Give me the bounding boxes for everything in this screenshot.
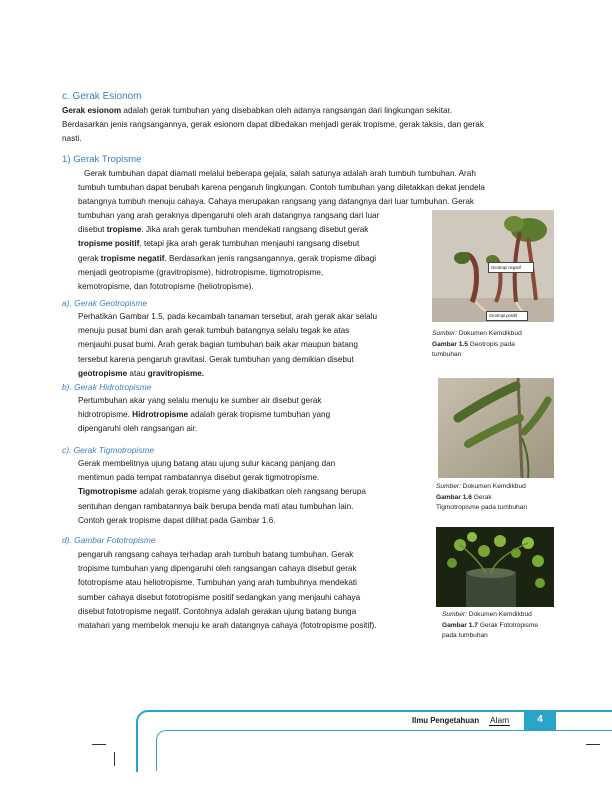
figure-fototropism-caption: Sumber: Dokumen Kemdikbud Gambar 1.7 Gerak Fototropisme pada tumbuhan	[442, 611, 539, 640]
figure-geotropism-photo	[432, 210, 554, 322]
tropisme-paragraph-top: Gerak tumbuhan dapat diamati melalui beberapa gejala, salah satunya adalah arah tumbuh tumbuhan. Arah tumbuh tumbuhan dapat berubah karena pengaruh lingkungan. Contoh tumbuhan yang diletakkan dekat jendela batangnya tumbuh menuju cahaya. Cahaya merupakan rangsang yang datangnya dari luar tumbuhan. Gerak	[78, 169, 485, 207]
fototropisme-paragraph: pengaruh rangsang cahaya terhadap arah tumbuh batang tumbuhan. Gerak tropisme tumbuhan yang dipengaruhi oleh rangsangan cahaya disebut gerak fototropisme atau heliotropisme. Tumbuhan yang arah tumbuhnya mendekati sumber cahaya disebut fototropisme positif sedangkan yang menjauhi cahaya disebut fototropisme negatif. Contohnya adalah gerakan ujung batang bunga matahari yang membelok menuju ke arah datangnya cahaya (fototropisme positif).	[78, 550, 377, 631]
hidrotropisme-paragraph: Pertumbuhan akar yang selalu menuju ke sumber air disebut gerak hidrotropisme. Hidrotropisme adalah gerak tropisme tumbuhan yang dipengaruhi oleh rangsangan air.	[78, 396, 331, 434]
figure-fototropism-photo	[436, 527, 554, 607]
crop-mark-left	[92, 744, 106, 745]
term-gerak-esionom: Gerak esionom	[62, 106, 122, 115]
footer-book-title: Ilmu Pengetahuan	[412, 716, 480, 725]
geotropisme-paragraph: Perhatikan Gambar 1.5, pada kecambah tanaman tersebut, arah gerak akar selalu menuju pusat bumi dan arah gerak tumbuh batangnya selalu tegak ke atas menjauhi pusat bumi. Arah gerak bagian tumbuhan baik akar maupun batang tersebut karena pengaruh gravitasi. Gerak tumbuhan yang demikian disebut geotropisme atau gravitropisme.	[78, 312, 378, 378]
label-box-positif: Geotropi positif	[486, 311, 528, 321]
figure-geotropism-caption: Sumber: Dokumen Kemdikbud Gambar 1.5 Geotropis pada tumbuhan	[432, 330, 522, 359]
tropisme-paragraph-side: tumbuhan yang arah geraknya dipengaruhi oleh arah datangnya rangsang dari luar disebut tropisme. Jika arah gerak tumbuhan mendekati rangsang disebut gerak tropisme positif, tetapi jika arah gerak tumbuhan menjauhi rangsang disebut gerak tropisme negatif. Berdasarkan jenis rangsangannya, gerak tropisme dibagi menjadi geotropisme (gravitropisme), hidrotropisme, tigmotropisme, kemotropisme, dan fototropisme (heliotropisme).	[78, 211, 380, 292]
footer-frame-inner	[156, 730, 612, 771]
intro-paragraph: Gerak esionom adalah gerak tumbuhan yang disebabkan oleh adanya rangsangan dari lingkungan sekitar. Berdasarkan jenis rangsangannya, gerak esionom dapat dibedakan menjadi gerak tropisme, gerak taksis, dan gerak nasti.	[62, 106, 484, 144]
page-number-badge: 4	[524, 710, 556, 730]
hidrotropisme-heading: b). Gerak Hidrotropisme	[62, 382, 152, 392]
crop-mark-left-vertical	[114, 752, 115, 766]
label-box-negatif: Geotropi negatif	[488, 262, 534, 273]
geotropisme-heading: a). Gerak Geotropisme	[62, 298, 148, 308]
tigmotropisme-paragraph: Gerak membelitnya ujung batang atau ujung sulur kacang panjang dan mentimun pada tempat rambatannya disebut gerak tigmotropisme. Tigmotropisme adalah gerak tropisme yang diakibatkan oleh rangsang berupa sentuhan dengan rambatannya baik berupa benda mati atau tumbuhan lain. Contoh gerak tropisme dapat dilihat pada Gambar 1.6.	[78, 459, 366, 525]
vine-illustration	[438, 378, 554, 478]
section-heading: c. Gerak Esionom	[62, 91, 142, 102]
fototropisme-heading: d). Gambar Fototropisme	[62, 535, 156, 545]
figure-tigmotropism-caption: Sumber: Dokumen Kemdikbud Gambar 1.6 Gerak Tigmotropisme pada tumbuhan	[436, 483, 528, 512]
footer-book-title-2: Alam	[490, 715, 510, 725]
crop-mark-right	[586, 744, 600, 745]
figure-tigmotropism-photo	[438, 378, 554, 478]
potted-plant-illustration	[436, 527, 554, 607]
tigmotropisme-heading: c). Gerak Tigmotropisme	[62, 445, 155, 455]
tropisme-heading: 1) Gerak Tropisme	[62, 154, 142, 165]
